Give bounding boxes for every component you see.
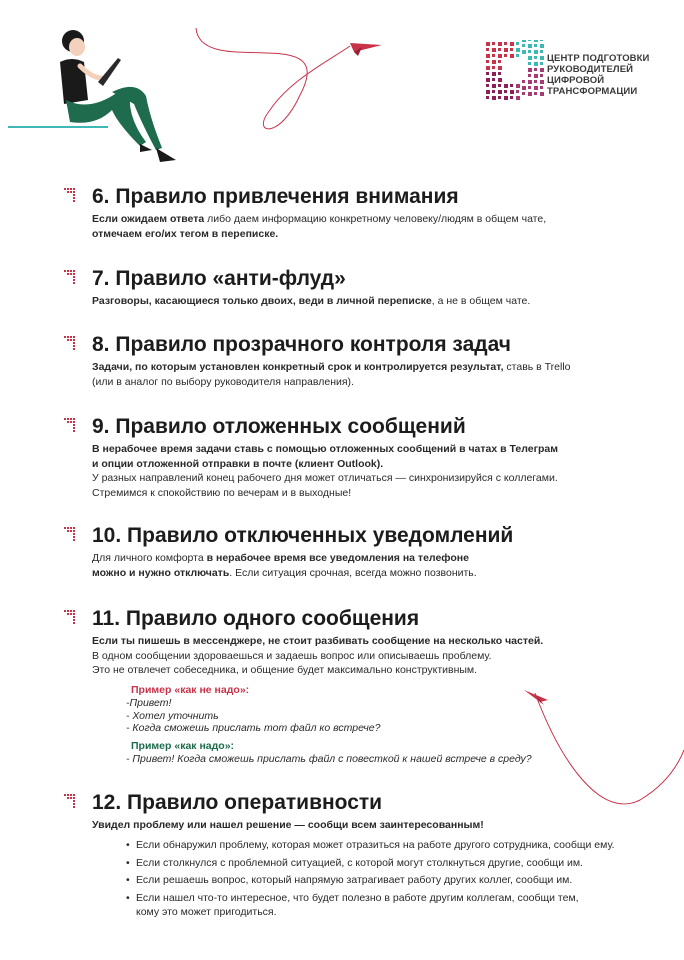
corner-dots-icon	[64, 794, 78, 808]
corner-dots-icon	[64, 418, 78, 432]
example-line: -Привет!	[126, 697, 172, 709]
bullet-line: • Если обнаружил проблему, которая может отразиться на работе другого сотрудника, сообщи ему.	[136, 839, 615, 851]
rule-text-segment: . Если ситуация срочная, всегда можно позвонить.	[229, 566, 477, 579]
example-good-title: Пример «как надо»:	[131, 740, 235, 752]
rule-text-segment: либо даем информацию конкретному человеку/людям в общем чате,	[204, 213, 547, 225]
rule-body-line	[92, 818, 484, 833]
rule-body-line	[92, 634, 543, 649]
example-good	[131, 740, 234, 753]
rule-body-line	[92, 442, 558, 457]
bullet-item	[126, 856, 615, 870]
example-line: - Когда сможешь прислать тот файл ко встрече?	[126, 722, 381, 734]
rule-body-line	[92, 486, 558, 501]
bullet-line: • Если нашел что-то интересное, что будет полезно в работе другим коллегам, сообщи тем,	[136, 891, 579, 904]
example-bad-lines	[126, 697, 380, 735]
rule-text-segment: Увидел проблему или нашел решение — сообщи всем заинтересованным!	[92, 819, 484, 831]
rule-title: 11. Правило одного сообщения	[92, 607, 420, 630]
bullet-list	[126, 838, 615, 922]
rule-body-line	[92, 566, 477, 581]
example-bad	[131, 684, 249, 697]
rule-title: 8. Правило прозрачного контроля задач	[92, 333, 511, 356]
bullet-item	[126, 838, 615, 852]
rule-body	[92, 212, 546, 241]
bullet-line: кому это может пригодиться.	[136, 905, 277, 918]
example-line: - Привет! Когда сможешь прислать файл с повесткой к нашей встрече в среду?	[126, 753, 532, 765]
center-logo	[484, 40, 674, 106]
example-good-lines	[126, 753, 532, 766]
rule-body	[92, 634, 543, 678]
rule-body-line	[92, 649, 543, 664]
paper-plane-icon	[350, 43, 382, 56]
rule-text-segment: В одном сообщении здороваешься и задаешь вопрос или описываешь проблему.	[92, 649, 492, 662]
corner-dots-icon	[64, 270, 78, 284]
rule-text-segment: Если ты пишешь в мессенджере, не стоит разбивать сообщение на несколько частей.	[92, 635, 544, 647]
logo-line: ЦЕНТР ПОДГОТОВКИ	[547, 53, 650, 64]
rule-body	[92, 360, 571, 389]
corner-dots-icon	[64, 610, 78, 624]
bullet-line: • Если решаешь вопрос, который напрямую затрагивает работу других коллег, сообщи им.	[136, 874, 573, 886]
corner-dots-icon	[64, 336, 78, 350]
rule-text-segment: В нерабочее время задачи ставь с помощью отложенных сообщений в чатах в Телеграм	[92, 443, 558, 455]
rule-title: 10. Правило отключенных уведомлений	[92, 524, 514, 547]
paper-plane-icon	[524, 690, 548, 705]
rule-text-segment: Разговоры, касающиеся только двоих, веди в личной переписке	[92, 295, 432, 307]
pixel-square-logo-icon	[484, 40, 546, 106]
rule-text-segment: Стремимся к спокойствию по вечерам и в выходные!	[92, 486, 352, 499]
rule-body	[92, 551, 477, 580]
rule-title: 9. Правило отложенных сообщений	[92, 415, 466, 438]
rule-body	[92, 294, 530, 309]
person-with-laptop-illustration	[8, 30, 176, 162]
bullet-line: • Если столкнулся с проблемной ситуацией, с которой могут столкнуться другие, сообщи им.	[136, 856, 583, 869]
rule-title: 12. Правило оперативности	[92, 791, 383, 814]
corner-dots-icon	[64, 188, 78, 202]
plane-trail-top	[196, 28, 350, 129]
rule-text-segment: ставь в Trello	[503, 361, 571, 373]
rule-text-segment: У разных направлений конец рабочего дня может отличаться — синхронизируйся с коллегами.	[92, 472, 558, 484]
rule-body-line	[92, 663, 543, 678]
rule-body-line	[92, 360, 571, 375]
rule-text-segment: Это не отвлечет собеседника, и общение будет максимально конструктивным.	[92, 664, 478, 676]
rule-body-line	[92, 212, 546, 227]
rule-text-segment: в нерабочее время все уведомления на телефоне	[206, 552, 469, 564]
rule-text-segment: Для личного комфорта	[92, 552, 207, 564]
rule-body	[92, 442, 558, 500]
logo-line: РУКОВОДИТЕЛЕЙ	[547, 64, 634, 75]
rule-body-line	[92, 375, 571, 390]
rule-text-segment: , а не в общем чате.	[431, 295, 531, 307]
rule-text-segment: Задачи, по которым установлен конкретный срок и контролируется результат,	[92, 361, 504, 373]
rule-body-line	[92, 294, 530, 309]
plane-trail-bottom	[535, 693, 684, 804]
rule-text-segment: отмечаем его/их тегом в переписке.	[92, 227, 279, 240]
rule-text-segment: и опции отложенной отправки в почте (клиент Outlook).	[92, 457, 384, 470]
example-bad-title: Пример «как не надо»:	[131, 684, 250, 696]
rule-title: 7. Правило «анти-флуд»	[92, 267, 346, 290]
bullet-item	[126, 873, 615, 887]
logo-line: ЦИФРОВОЙ	[547, 75, 605, 86]
rule-text-segment: (или в аналог по выбору руководителя направления).	[92, 375, 354, 388]
rule-body-line	[92, 227, 546, 242]
rule-title: 6. Правило привлечения внимания	[92, 185, 459, 208]
logo-line: ТРАНСФОРМАЦИИ	[547, 86, 638, 97]
rule-body-line	[92, 457, 558, 472]
corner-dots-icon	[64, 527, 78, 541]
example-line: - Хотел уточнить	[126, 709, 219, 722]
rule-text-segment: можно и нужно отключать	[92, 566, 230, 579]
rule-body	[92, 818, 484, 833]
rule-body-line	[92, 471, 558, 486]
logo-text	[547, 53, 649, 97]
rule-body-line	[92, 551, 477, 566]
rule-text-segment: Если ожидаем ответа	[92, 213, 205, 225]
bullet-item	[126, 891, 615, 919]
